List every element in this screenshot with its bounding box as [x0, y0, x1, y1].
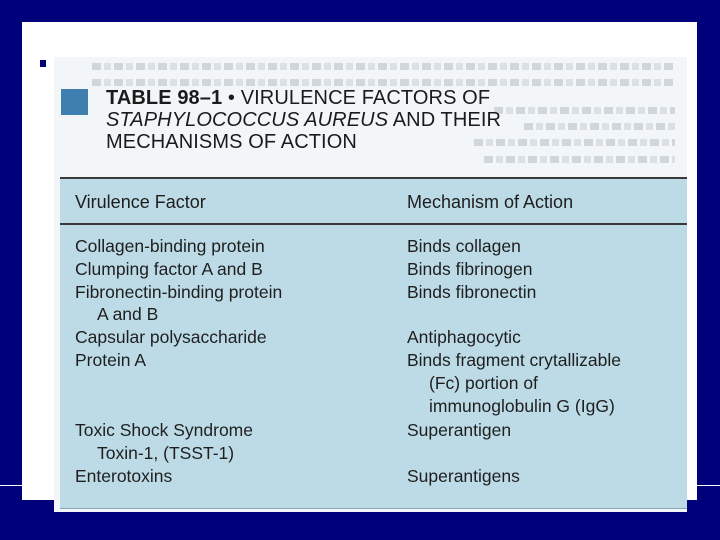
factor-cell-continued: A and B	[97, 304, 159, 324]
factor-cell: Protein A	[75, 350, 147, 370]
factor-cell: Collagen-binding protein	[75, 236, 265, 256]
title-separator: •	[227, 87, 236, 109]
mechanism-cell: Binds fragment crytallizable	[407, 350, 621, 370]
divider-line-left	[0, 485, 22, 486]
table-number: TABLE 98–1	[106, 87, 223, 109]
table-marker-square	[61, 89, 88, 115]
mechanism-cell: Binds fibronectin	[407, 282, 537, 302]
bleed-through-text	[484, 156, 675, 163]
title-organism: STAPHYLOCOCCUS AUREUS	[106, 109, 389, 131]
header-virulence-factor: Virulence Factor	[75, 192, 206, 212]
factor-cell-continued: Toxin-1, (TSST-1)	[97, 443, 235, 463]
header-mechanism: Mechanism of Action	[407, 192, 574, 212]
scanned-table-image	[54, 57, 687, 512]
factor-cell: Enterotoxins	[75, 466, 173, 486]
mechanism-cell: Antiphagocytic	[407, 327, 521, 347]
bleed-through-text	[92, 63, 675, 70]
slide	[22, 22, 697, 500]
title-text-1: VIRULENCE FACTORS OF	[240, 87, 491, 109]
title-text-2: AND THEIR	[392, 109, 502, 131]
header-rule	[60, 223, 687, 225]
mechanism-cell-continued: immunoglobulin G (IgG)	[429, 396, 615, 416]
mechanism-cell: Binds collagen	[407, 236, 521, 256]
mechanism-cell: Superantigen	[407, 420, 512, 440]
table-bottom-rule	[60, 508, 687, 509]
factor-cell: Clumping factor A and B	[75, 259, 263, 279]
title-text-3: MECHANISMS OF ACTION	[106, 131, 357, 153]
factor-cell: Fibronectin-binding protein	[75, 282, 283, 302]
mechanism-cell-continued: (Fc) portion of	[429, 373, 538, 393]
table-title	[106, 87, 681, 153]
factor-cell: Capsular polysaccharide	[75, 327, 267, 347]
mechanism-cell: Binds fibrinogen	[407, 259, 533, 279]
factor-cell: Toxic Shock Syndrome	[75, 420, 253, 440]
divider-line-right	[697, 485, 720, 486]
slide-bullet	[40, 60, 46, 67]
mechanism-cell: Superantigens	[407, 466, 520, 486]
virulence-table	[60, 177, 687, 509]
bleed-through-text	[92, 79, 675, 86]
